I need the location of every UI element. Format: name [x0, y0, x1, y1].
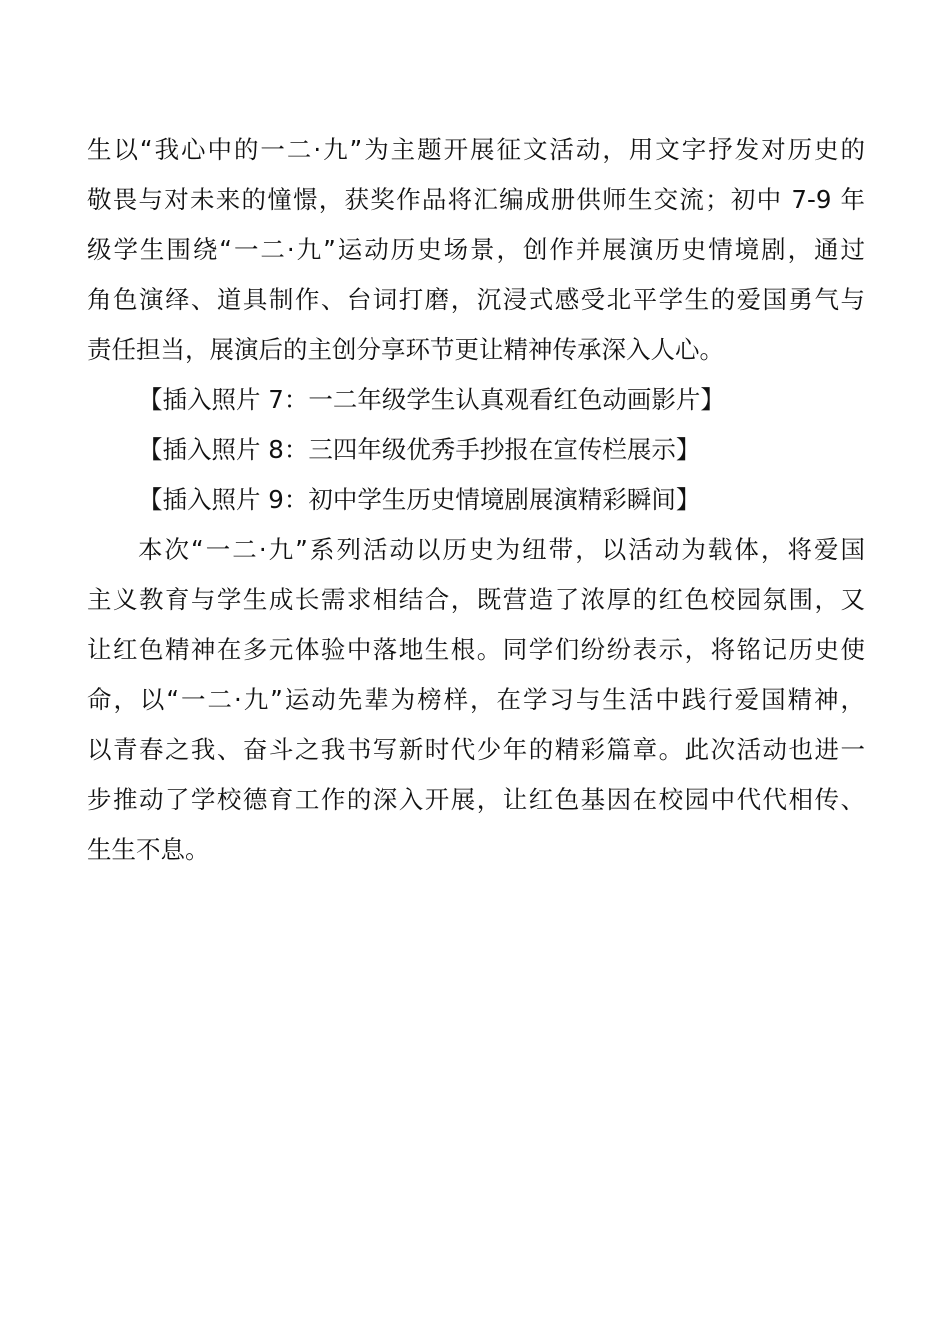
text-line: 主义教育与学生成长需求相结合，既营造了浓厚的红色校园氛围，又	[87, 585, 865, 614]
text-line: 让红色精神在多元体验中落地生根。同学们纷纷表示，将铭记历史使	[87, 635, 865, 664]
text-line: 以青春之我、奋斗之我书写新时代少年的精彩篇章。此次活动也进一	[87, 735, 865, 764]
text-line: 本次“一二·九”系列活动以历史为纽带，以活动为载体，将爱国	[138, 535, 865, 564]
photo-placeholders	[87, 375, 865, 525]
text-line: 级学生围绕“一二·九”运动历史场景，创作并展演历史情境剧，通过	[87, 235, 865, 264]
paragraph-summary	[87, 525, 865, 875]
photo-note-8: 【插入照片 8：三四年级优秀手抄报在宣传栏展示】	[138, 435, 701, 464]
text-line: 敬畏与对未来的憧憬，获奖作品将汇编成册供师生交流；初中 7-9 年	[87, 185, 865, 214]
paragraph-activities	[87, 125, 865, 375]
photo-note-7: 【插入照片 7：一二年级学生认真观看红色动画影片】	[138, 385, 725, 414]
document-body	[87, 125, 865, 875]
text-line: 命，以“一二·九”运动先辈为榜样，在学习与生活中践行爱国精神，	[87, 685, 865, 714]
text-line: 角色演绎、道具制作、台词打磨，沉浸式感受北平学生的爱国勇气与	[87, 285, 865, 314]
photo-note-9: 【插入照片 9：初中学生历史情境剧展演精彩瞬间】	[138, 485, 701, 514]
text-line: 生生不息。	[87, 835, 210, 864]
text-line: 步推动了学校德育工作的深入开展，让红色基因在校园中代代相传、	[87, 785, 865, 814]
text-line: 生以“我心中的一二·九”为主题开展征文活动，用文字抒发对历史的	[87, 135, 865, 164]
text-line: 责任担当，展演后的主创分享环节更让精神传承深入人心。	[87, 335, 724, 364]
